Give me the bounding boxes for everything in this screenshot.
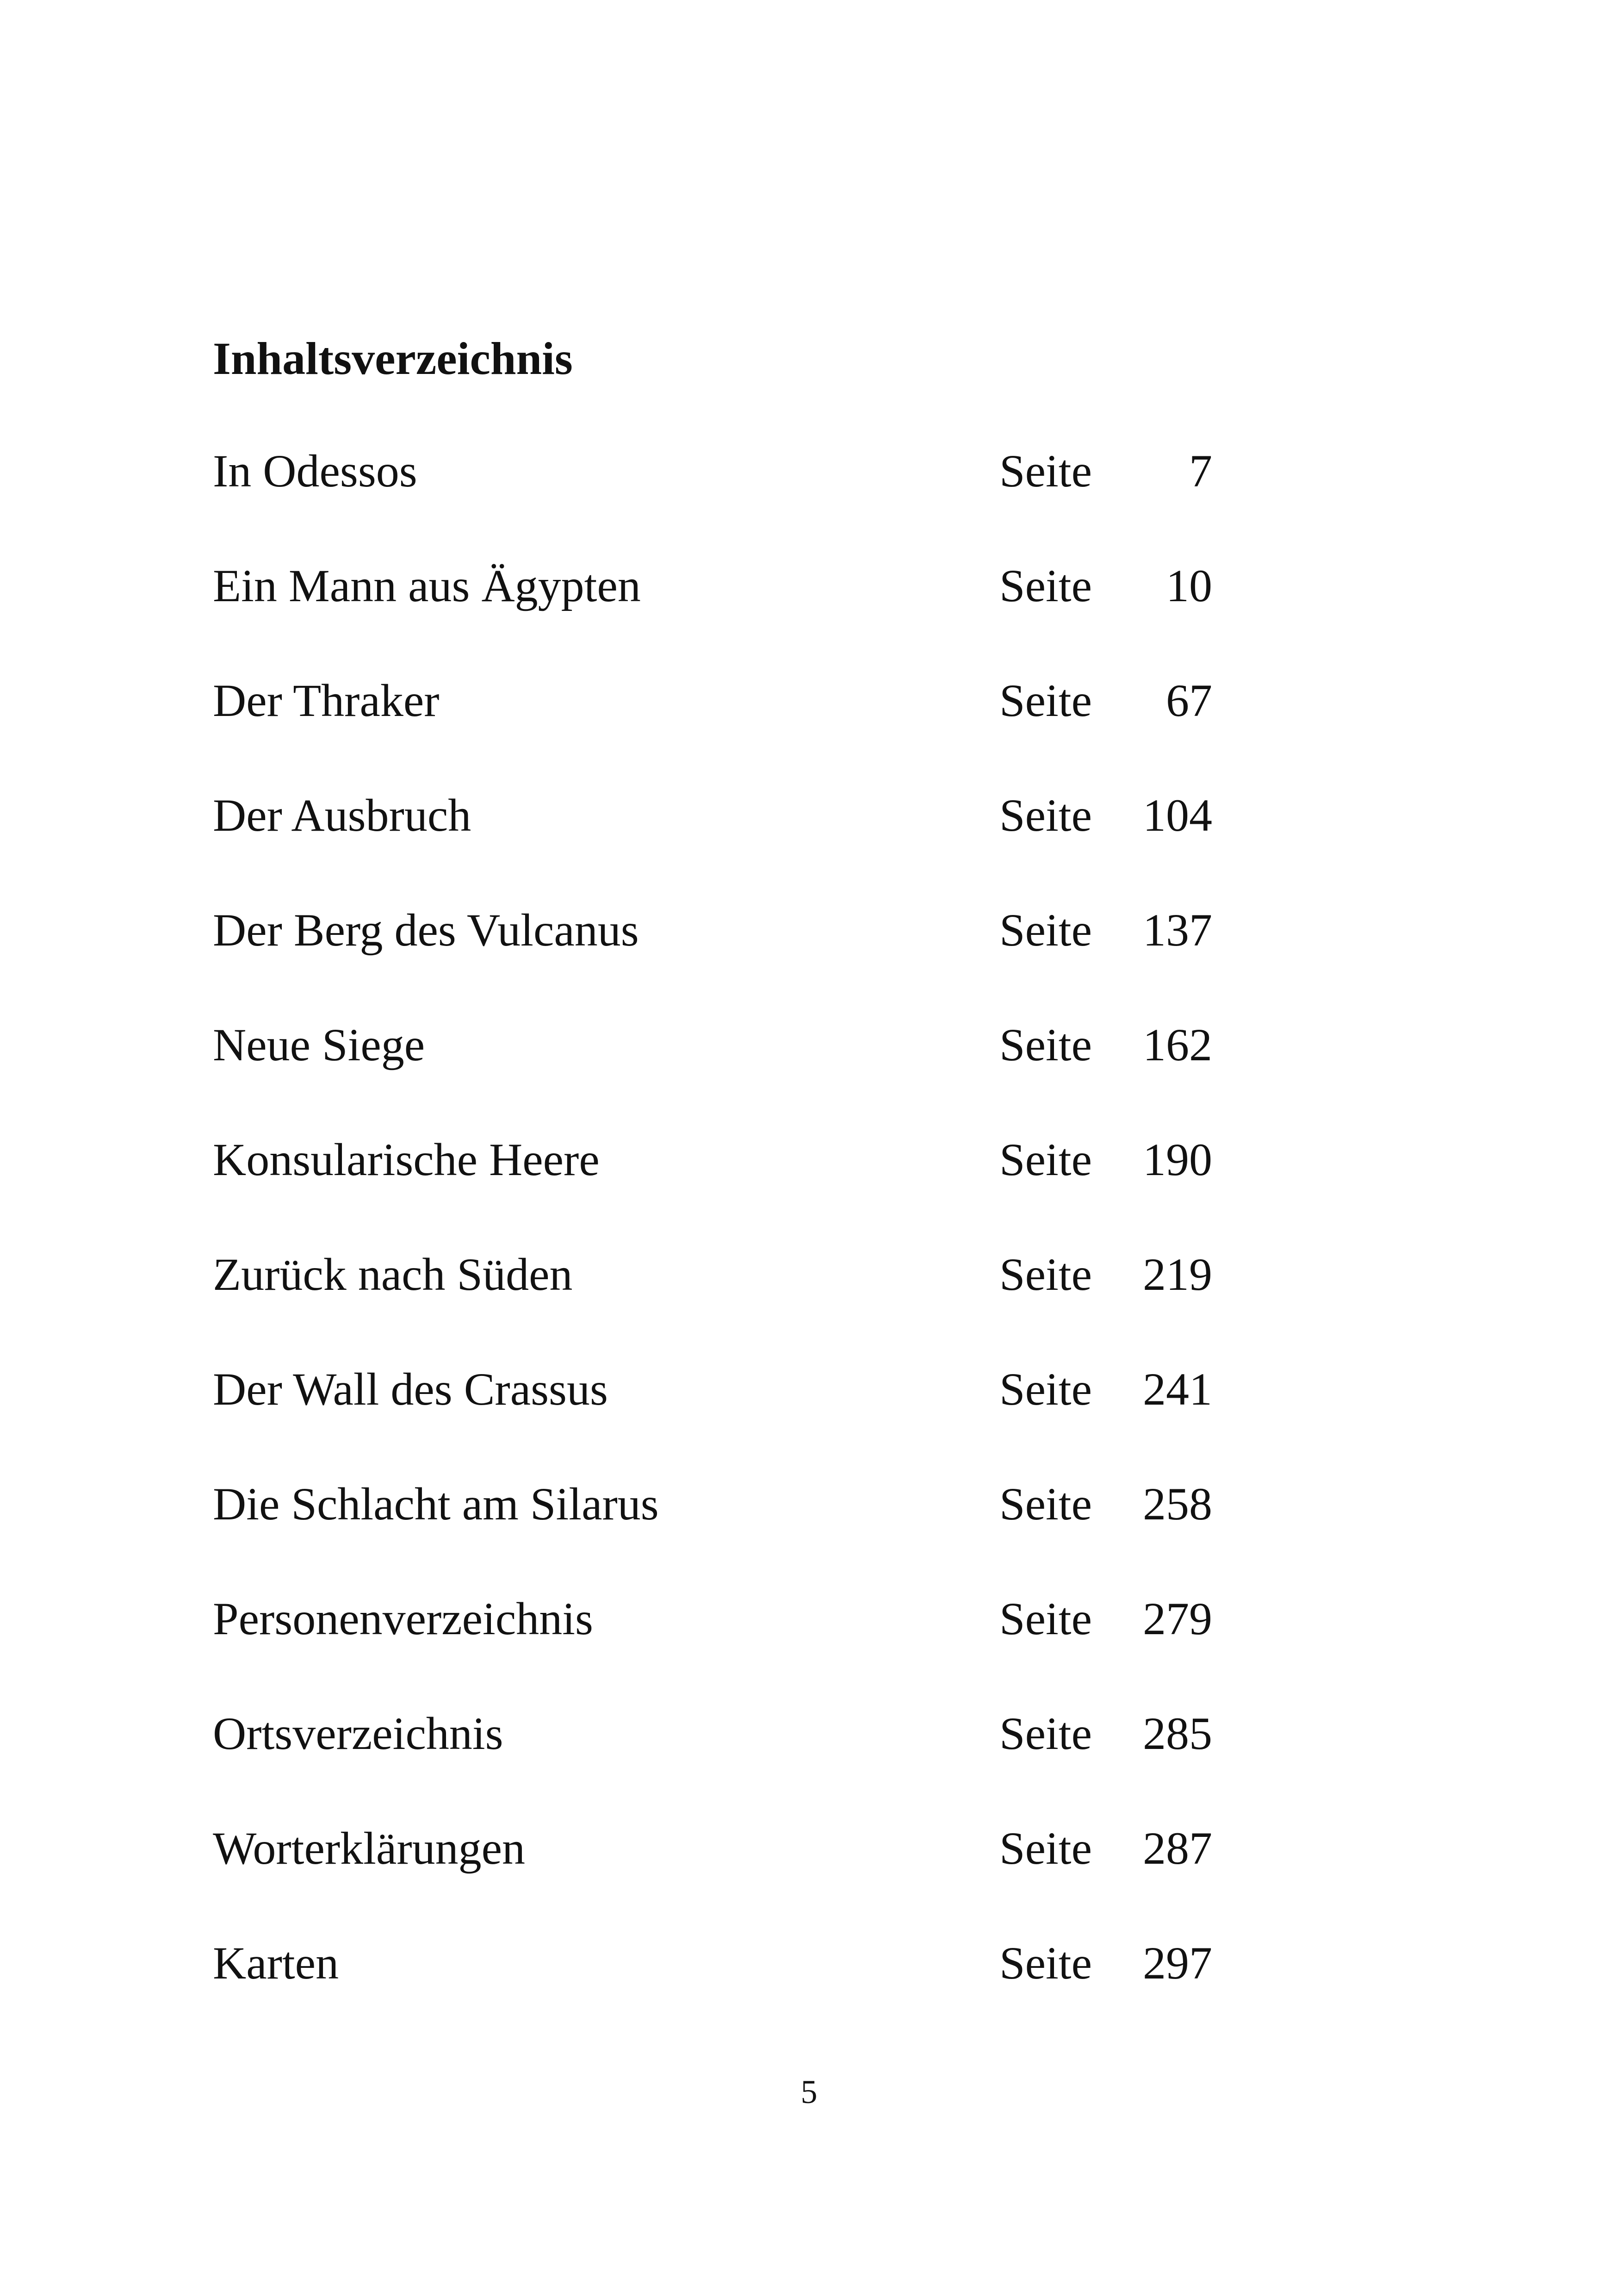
toc-entry-label: Seite [999, 1823, 1092, 1874]
toc-entry-label: Seite [999, 1593, 1092, 1644]
toc-entry-label: Seite [999, 904, 1092, 956]
toc-entry [213, 1240, 1212, 1355]
toc-entry-label: Seite [999, 1708, 1092, 1759]
toc-entry [213, 781, 1212, 896]
toc-entry-title: Worterklärungen [213, 1823, 525, 1874]
toc-entry-title: Personenverzeichnis [213, 1593, 593, 1644]
toc-entry-label: Seite [999, 1937, 1092, 1989]
toc-entry-label: Seite [999, 675, 1092, 726]
toc-entry-page: 10 [1166, 560, 1212, 611]
toc-entry-title: Der Berg des Vulcanus [213, 904, 639, 956]
toc-entry [213, 1469, 1212, 1584]
toc-entry [213, 666, 1212, 781]
toc-entry-title: Der Wall des Crassus [213, 1363, 608, 1415]
toc-entry-page: 279 [1143, 1593, 1212, 1644]
toc-entry-label: Seite [999, 1249, 1092, 1300]
toc-entry-label: Seite [999, 790, 1092, 841]
toc-entry-page: 190 [1143, 1134, 1212, 1185]
toc-entry-title: Konsularische Heere [213, 1134, 600, 1185]
toc-heading: Inhaltsverzeichnis [213, 333, 573, 384]
toc-entry-page: 137 [1143, 904, 1212, 956]
toc-entry-label: Seite [999, 560, 1092, 611]
toc-entry-label: Seite [999, 1019, 1092, 1070]
toc-entry [213, 1355, 1212, 1469]
toc-entry [213, 1584, 1212, 1699]
toc-entry [213, 1010, 1212, 1125]
toc-entry-title: Der Thraker [213, 675, 440, 726]
toc-entry-page: 258 [1143, 1478, 1212, 1530]
toc-entry-label: Seite [999, 1478, 1092, 1530]
toc-entry-page: 219 [1143, 1249, 1212, 1300]
toc-entry-page: 7 [1189, 445, 1212, 497]
toc-entry-page: 285 [1143, 1708, 1212, 1759]
toc-list [213, 436, 1212, 2043]
toc-entry [213, 1699, 1212, 1814]
toc-entry-title: Neue Siege [213, 1019, 425, 1070]
toc-entry-page: 287 [1143, 1823, 1212, 1874]
toc-entry-page: 104 [1143, 790, 1212, 841]
toc-entry-label: Seite [999, 1363, 1092, 1415]
toc-entry [213, 1125, 1212, 1240]
toc-entry-title: Der Ausbruch [213, 790, 471, 841]
toc-entry-page: 297 [1143, 1937, 1212, 1989]
toc-entry-label: Seite [999, 1134, 1092, 1185]
page-number: 5 [800, 2073, 818, 2110]
toc-entry [213, 1929, 1212, 2043]
toc-entry [213, 1814, 1212, 1929]
toc-entry-label: Seite [999, 445, 1092, 497]
toc-entry [213, 436, 1212, 551]
toc-entry-title: Zurück nach Süden [213, 1249, 573, 1300]
toc-entry-title: In Odessos [213, 445, 417, 497]
toc-entry-title: Karten [213, 1937, 339, 1989]
toc-entry-page: 241 [1143, 1363, 1212, 1415]
toc-entry-title: Ortsverzeichnis [213, 1708, 503, 1759]
toc-entry-title: Ein Mann aus Ägypten [213, 560, 641, 611]
toc-entry-page: 162 [1143, 1019, 1212, 1070]
toc-entry [213, 551, 1212, 666]
toc-entry [213, 896, 1212, 1010]
toc-entry-page: 67 [1166, 675, 1212, 726]
toc-entry-title: Die Schlacht am Silarus [213, 1478, 659, 1530]
